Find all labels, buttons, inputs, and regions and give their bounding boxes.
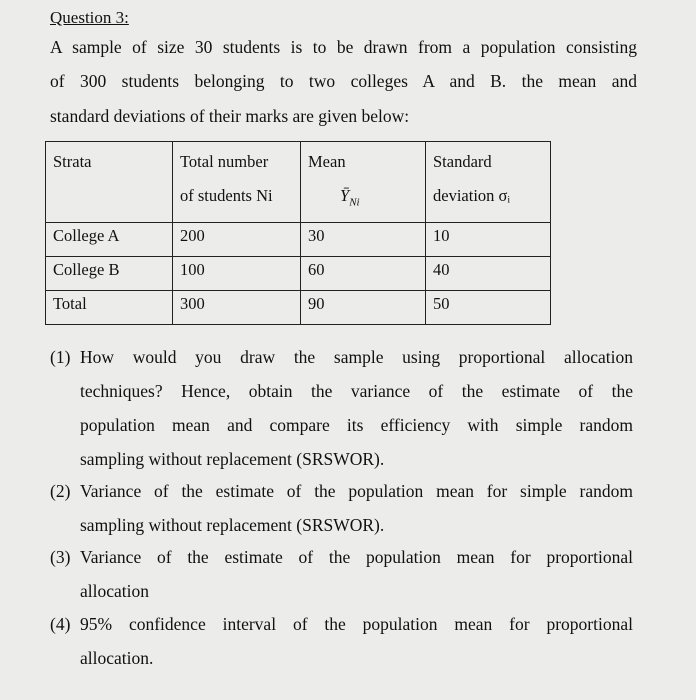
intro-line: standard deviations of their marks are given below: [50,106,410,126]
question-line: sampling without replacement (SRSWOR). [80,449,385,469]
question-line: techniques? Hence, obtain the variance of the estimate of the [80,381,633,401]
question-line: allocation [80,581,150,601]
intro-line: A sample of size 30 students is to be drawn from a population consisting [50,37,637,57]
header-strata: Strata [46,142,173,223]
question-line: Variance of the estimate of the population mean for simple random [80,481,633,501]
cell: 40 [426,257,551,291]
cell: College B [46,257,173,291]
table-row [46,223,551,257]
question-title: Question 3: [50,8,129,27]
question-line: How would you draw the sample using proportional allocation [80,347,633,367]
cell: 90 [301,291,426,325]
question-line: 95% confidence interval of the population mean for proportional [80,614,633,634]
cell: 300 [173,291,301,325]
cell: 50 [426,291,551,325]
cell: Total [46,291,173,325]
question-line: allocation. [80,648,154,668]
header-std-dev: Standard deviation σᵢ [426,142,551,223]
question-number: (3) [50,547,71,567]
cell: 10 [426,223,551,257]
cell: 200 [173,223,301,257]
strata-table [45,141,551,325]
header-total-number: Total number of students Ni [173,142,301,223]
table-row [46,291,551,325]
question-number: (2) [50,481,71,501]
cell: 60 [301,257,426,291]
question-line: Variance of the estimate of the population mean for proportional [80,547,633,567]
intro-line: of 300 students belonging to two colleges A and B. the mean and [50,71,637,91]
cell: 100 [173,257,301,291]
header-mean: Mean $Ȳ_{Ni}$ [301,142,426,223]
table-header-row [46,142,551,223]
cell: College A [46,223,173,257]
question-number: (4) [50,614,71,634]
question-line: sampling without replacement (SRSWOR). [80,515,385,535]
table-row [46,257,551,291]
cell: 30 [301,223,426,257]
question-line: population mean and compare its efficiency with simple random [80,415,633,435]
question-number: (1) [50,347,71,367]
